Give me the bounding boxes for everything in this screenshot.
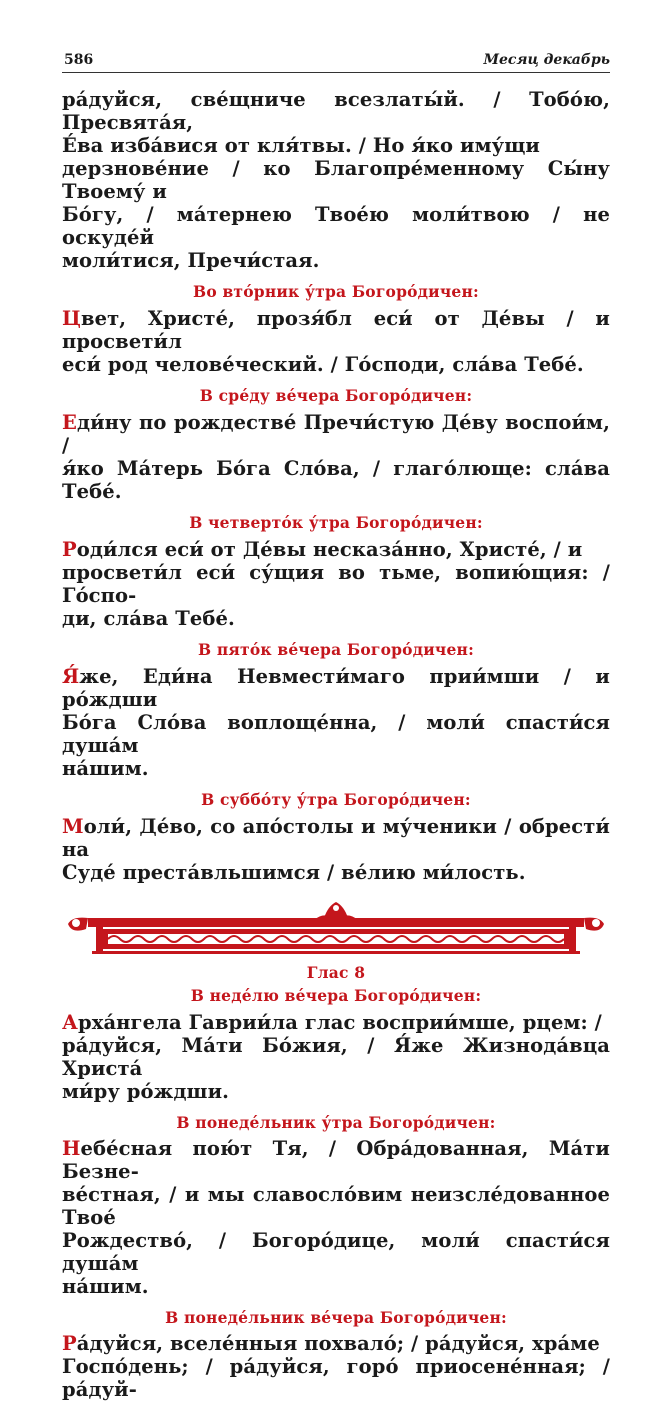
continued-paragraph: ра́дуйся, све́щниче всезлаты́й. / Тобо́ю, Пресвята́я, Е́ва изба́вися от кля́твы. / Но я́ко иму́щи дерзнове́ние / ко Благопре́менному Сы́ну Твоему́ и Бо́гу, / ма́тернею Твое́ю моли́твою / не оскуде́й моли́тися, Пречи́стая. [62,88,610,272]
headpiece-ornament-graphic [62,896,610,956]
theotokion-paragraph: Цвет, Христе́, прозя́бл еси́ от Де́вы / и просвети́л еси́ род челове́ческий. / Го́споди, сла́ва Тебе́. [62,307,610,376]
theotokion-paragraph: Ра́дуйся, вселе́нныя похвало́; / ра́дуйся, хра́ме Госпо́день; / ра́дуйся, горо́ приосене́нная; / ра́дуй- [62,1332,610,1401]
rubric-heading: В сре́ду ве́чера Богоро́дичен: [199,386,473,405]
rubric-heading: Во вто́рник у́тра Богоро́дичен: [193,282,479,301]
theotokion-paragraph: Небе́сная пою́т Тя, / Обра́дованная, Ма́ти Безне- ве́стная, / и мы славосло́вим неизсле́дованное Твое́ Рождество́, / Богоро́дице, моли́ спасти́ся душа́м на́шим. [62,1137,610,1298]
glas-heading: Глас 8 [306,963,366,982]
red-initial: Н [62,1137,81,1160]
running-title: Месяц декабрь [483,52,610,68]
red-initial: Р [62,1332,77,1355]
rubric-heading: В неде́лю ве́чера Богоро́дичен: [190,986,482,1005]
theotokion-paragraph: Арха́нгела Гаврии́ла глас восприи́мше, рцем: / ра́дуйся, Ма́ти Бо́жия, / Я́же Жизнода́вца Христа́ ми́ру ро́ждши. [62,1011,610,1103]
rubric-heading: В пято́к ве́чера Богоро́дичен: [197,640,475,659]
rubric-heading: В суббо́ту у́тра Богоро́дичен: [201,790,471,809]
red-initial: Е [62,411,77,434]
rubric-heading: В понеде́льник ве́чера Богоро́дичен: [165,1308,507,1327]
theotokion-paragraph: Роди́лся еси́ от Де́вы несказа́нно, Христе́, / и просвети́л еси́ су́щия во тьме, вопию́щия: / Го́спо- ди, сла́ва Тебе́. [62,538,610,630]
theotokion-paragraph: Еди́ну по рождестве́ Пречи́стую Де́ву воспои́м, / я́ко Ма́терь Бо́га Сло́ва, / глаго́люще: сла́ва Тебе́. [62,411,610,503]
red-initial: Р [62,538,77,561]
rubric-heading: В четверто́к у́тра Богоро́дичен: [189,513,483,532]
theotokion-paragraph: Я́же, Еди́на Невмести́маго прии́мши / и ро́ждши Бо́га Сло́ва воплоще́нна, / моли́ спасти́ся душа́м на́шим. [62,665,610,780]
page-content [62,88,610,1401]
red-initial: А [62,1011,78,1034]
red-initial: Я́ [62,665,80,688]
ornamental-headpiece [62,896,610,956]
page-number: 586 [64,52,94,68]
page-header [62,50,610,73]
red-initial: Ц [62,307,81,330]
rubric-heading: В понеде́льник у́тра Богоро́дичен: [176,1113,496,1132]
theotokion-paragraph: Моли́, Де́во, со апо́столы и му́ченики / обрести́ на Суде́ преста́вльшимся / ве́лию ми́лость. [62,815,610,884]
red-initial: М [62,815,84,838]
